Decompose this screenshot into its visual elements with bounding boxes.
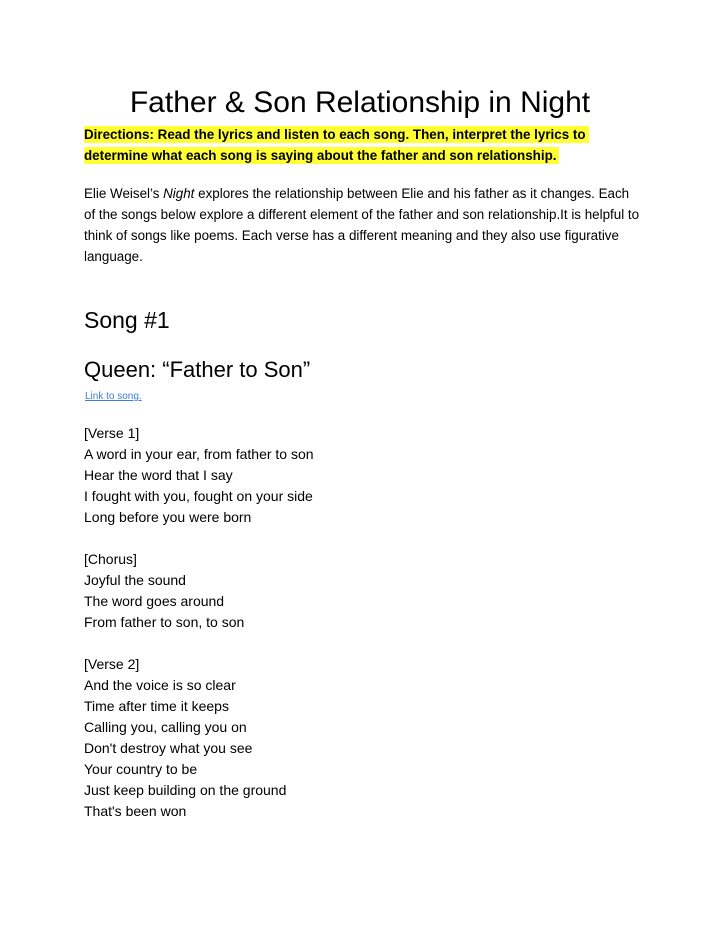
lyric-line: And the voice is so clear (84, 677, 236, 693)
verse-2 (84, 654, 644, 822)
lyric-line: I fought with you, fought on your side (84, 488, 313, 504)
stanza-header: [Chorus] (84, 551, 137, 567)
lyric-line: From father to son, to son (84, 614, 245, 630)
book-title-italic: Night (163, 186, 195, 201)
lyric-line: Joyful the sound (84, 572, 186, 588)
chorus (84, 549, 644, 633)
lyric-line: Long before you were born (84, 509, 252, 525)
lyrics (84, 423, 644, 843)
page-title: Father & Son Relationship in Night (129, 86, 591, 119)
song-link[interactable]: Link to song. (85, 391, 142, 402)
lyric-line: Hear the word that I say (84, 467, 233, 483)
song-number-heading: Song #1 (84, 307, 170, 333)
directions-line-2: determine what each song is saying about the father and son relationship. (84, 147, 559, 164)
verse-1 (84, 423, 644, 528)
lyric-line: The word goes around (84, 593, 225, 609)
lyric-line: Calling you, calling you on (84, 719, 247, 735)
stanza-header: [Verse 2] (84, 656, 140, 672)
lyric-line: That's been won (84, 803, 187, 819)
lyric-line: Just keep building on the ground (84, 782, 287, 798)
lyric-line: Your country to be (84, 761, 198, 777)
intro-text-rest: explores the relationship between Elie and his father as it changes. Each of the songs below explore a different element of the father and son relationship.It is helpful to think of songs like poems. Each verse has a different meaning and they also use figurative language. (84, 186, 640, 264)
directions-text (84, 124, 644, 166)
lyric-line: A word in your ear, from father to son (84, 446, 314, 462)
song-title-heading: Queen: “Father to Son” (84, 357, 311, 382)
lyric-line: Time after time it keeps (84, 698, 229, 714)
intro-text-start: Elie Weisel’s (84, 186, 164, 201)
intro-paragraph (84, 183, 640, 267)
stanza-header: [Verse 1] (84, 425, 140, 441)
lyric-line: Don't destroy what you see (84, 740, 253, 756)
directions-line-1: Directions: Read the lyrics and listen to each song. Then, interpret the lyrics to (84, 126, 589, 143)
